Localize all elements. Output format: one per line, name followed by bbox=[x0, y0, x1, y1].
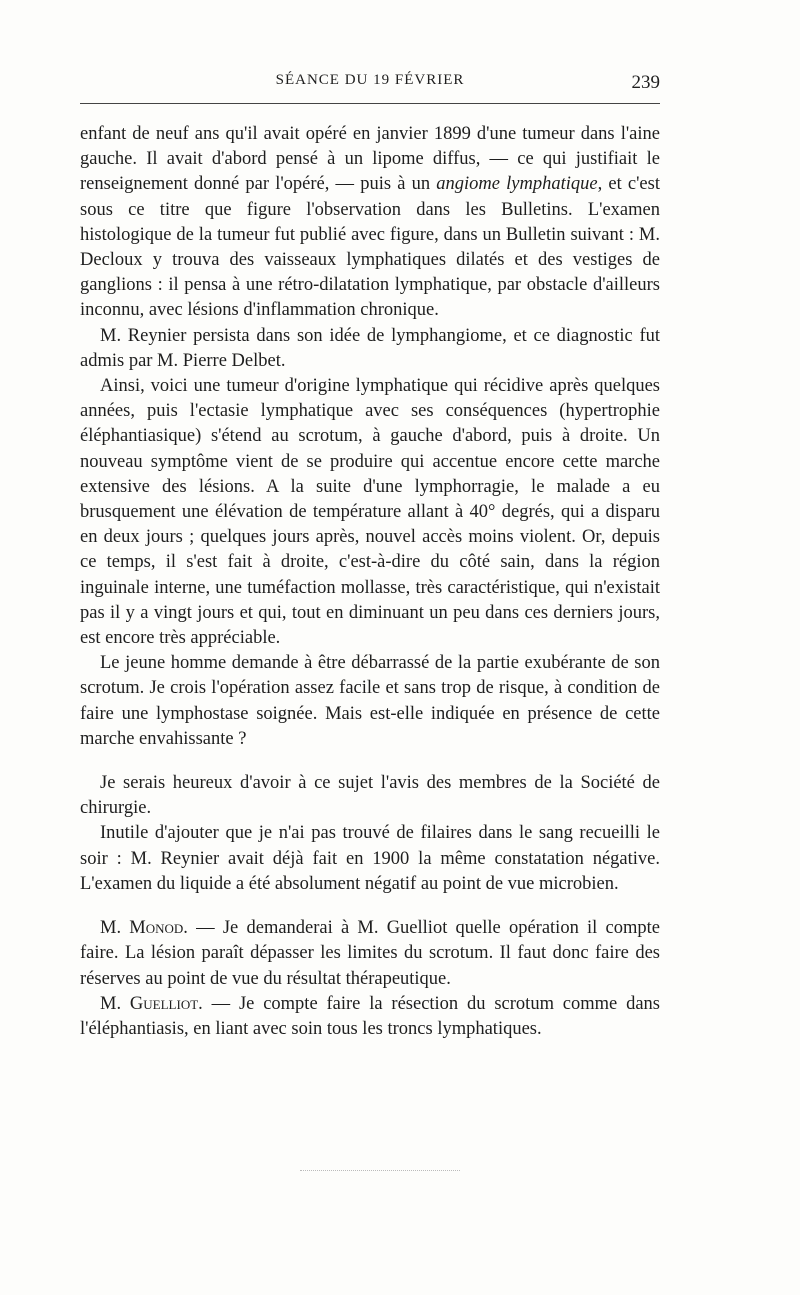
header-rule bbox=[80, 103, 660, 104]
bottom-dotted-mark bbox=[300, 1170, 460, 1171]
page-number: 239 bbox=[631, 72, 660, 93]
paragraph-5: Je serais heureux d'avoir à ce sujet l'avis des membres de la Société de chirurgie. bbox=[80, 773, 660, 819]
body-text bbox=[80, 122, 660, 1042]
paragraph-4: Le jeune homme demande à être débarrassé de la partie exubérante de son scrotum. Je crois l'opération assez facile et sans trop de risque, à condition de faire une lymphostase soignée. Mais est-elle indiquée en présence de cette marche envahissante ? bbox=[80, 653, 660, 749]
paragraph-6: Inutile d'ajouter que je n'ai pas trouvé de filaires dans le sang recueilli le soir : M. Reynier avait déjà fait en 1900 la même constatation négative. L'examen du liquide a été absolument négatif au point de vue microbien. bbox=[80, 823, 660, 894]
speaker-guelliot: M. Guelliot. bbox=[100, 993, 203, 1014]
paragraph-3: Ainsi, voici une tumeur d'origine lymphatique qui récidive après quelques années, puis l'ectasie lymphatique avec ses conséquences (hypertrophie éléphantiasique) s'étend au scrotum, à gauche d'abord, puis à droite. Un nouveau symptôme vient de se produire qui accentue encore cette marche extensive des lésions. A la suite d'une lymphorragie, le malade a eu brusquement une élévation de température allant à 40° degrés, qui a disparu en deux jours ; quelques jours après, nouvel accès moins violent. Or, depuis ce temps, il s'est fait à droite, c'est-à-dire du côté sain, dans la région inguinale interne, une tuméfaction mollasse, très caractéristique, qui n'existait pas il y a vingt jours et qui, tout en diminuant un peu dans ces derniers jours, est encore très appréciable. bbox=[80, 376, 660, 649]
paragraph-2: M. Reynier persista dans son idée de lymphangiome, et ce diagnostic fut admis par M. Pierre Delbet. bbox=[80, 325, 660, 371]
paragraph-8 bbox=[80, 992, 660, 1042]
paragraph-1 bbox=[80, 122, 660, 324]
page-header bbox=[80, 72, 660, 98]
paragraph-1-start: enfant de neuf ans qu'il avait opéré en janvier 1899 d'une tumeur dans l'aine gauche. Il avait d'abord pensé à un lipome diffus, — ce qui justifiait le renseignement donné par l'opéré, — puis à un bbox=[80, 124, 660, 195]
italic-term: angiome lymphatique bbox=[436, 174, 598, 195]
running-title: SÉANCE DU 19 FÉVRIER bbox=[275, 72, 465, 88]
speaker-monod: M. Monod. bbox=[100, 918, 188, 939]
paragraph-7-text: — Je demanderai à M. Guelliot quelle opération il compte faire. La lésion paraît dépasser les limites du scrotum. Il faut donc faire des réserves au point de vue du résultat thérapeutique. bbox=[80, 918, 660, 989]
paragraph-8-text: — Je compte faire la résection du scrotum comme dans l'éléphantiasis, en liant avec soin tous les troncs lymphatiques. bbox=[80, 993, 660, 1039]
paragraph-7 bbox=[80, 916, 660, 992]
paragraph-1-end: , et c'est sous ce titre que figure l'observation dans les Bulletins. L'examen histologique de la tumeur fut publié avec figure, dans un Bulletin suivant : M. Decloux y trouva des vaisseaux lymphatiques dilatés et des vestiges de ganglions : il pensa à une rétro-dilatation lymphatique, par obstacle d'ailleurs inconnu, avec lésions d'inflammation chronique. bbox=[80, 174, 660, 321]
